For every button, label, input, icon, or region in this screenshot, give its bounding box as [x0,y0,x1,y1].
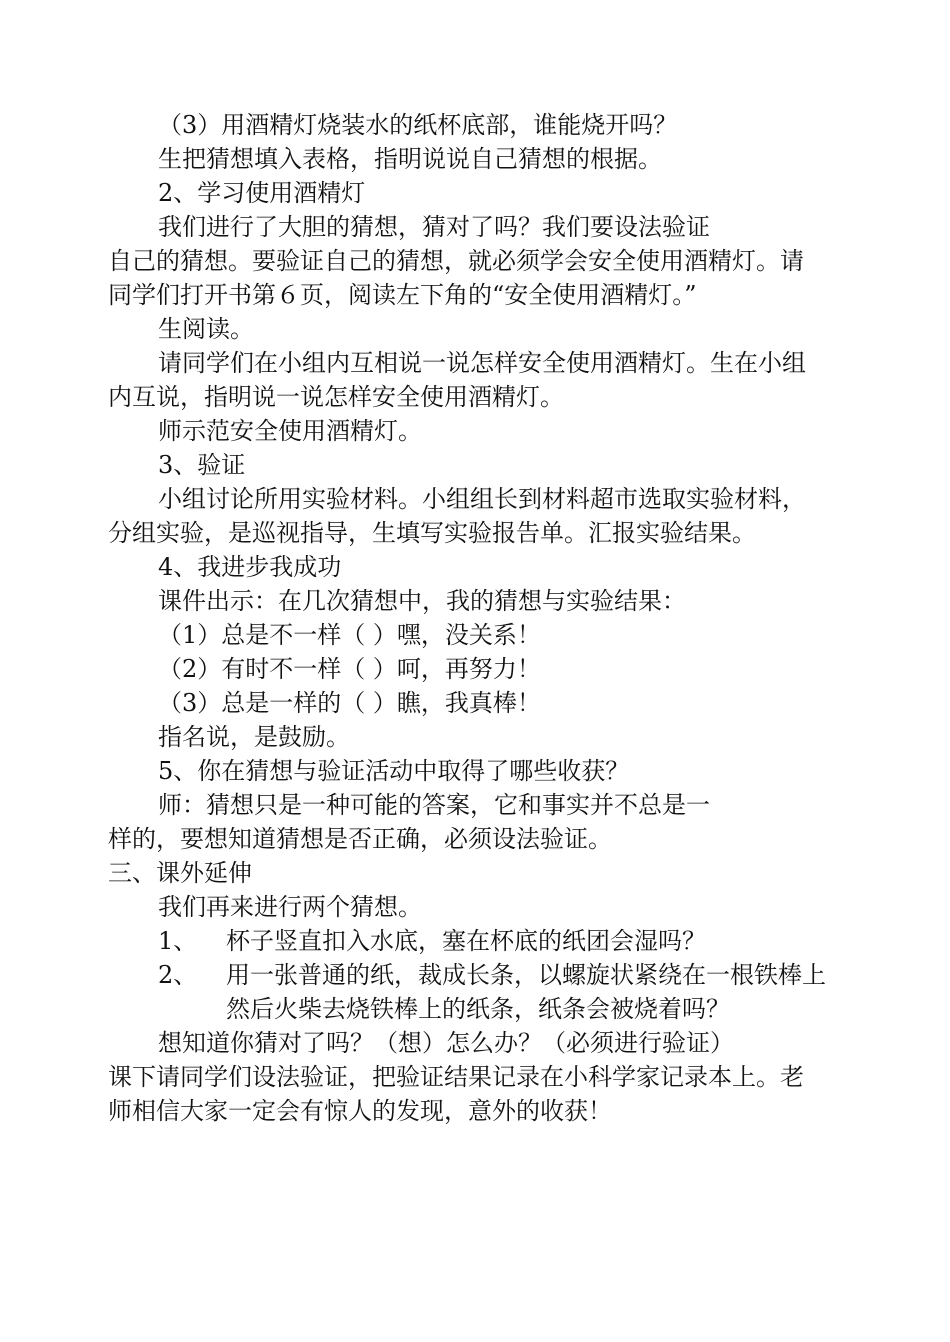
list-item: （2）有时不一样（ ）呵，再努力！ [158,655,541,683]
section-heading: 三、课外延伸 [108,859,252,887]
text-line: 课下请同学们设法验证，把验证结果记录在小科学家记录本上。老 [108,1063,804,1091]
text-line: 小组讨论所用实验材料。小组组长到材料超市选取实验材料， [158,485,806,513]
text-line: 内互说，指明说一说怎样安全使用酒精灯。 [108,383,564,411]
text-line: 我们再来进行两个猜想。 [158,893,422,921]
text-line: 同学们打开书第６页，阅读左下角的“安全使用酒精灯。” [108,281,697,309]
list-item-number: 1、 [158,927,198,955]
text-line: 师相信大家一定会有惊人的发现，意外的收获！ [108,1097,612,1125]
text-line: 课件出示：在几次猜想中，我的猜想与实验结果： [158,587,686,615]
text-line: 我们进行了大胆的猜想，猜对了吗？我们要设法验证 [158,213,710,241]
list-item-number: 2、 [158,961,198,989]
section-heading: 4、我进步我成功 [158,553,342,581]
text-line: （3）用酒精灯烧装水的纸杯底部，谁能烧开吗？ [158,111,678,139]
text-line: 请同学们在小组内互相说一说怎样安全使用酒精灯。生在小组 [158,349,806,377]
text-line: 生阅读。 [158,315,254,343]
text-line: 师示范安全使用酒精灯。 [158,417,422,445]
section-heading: 2、学习使用酒精灯 [158,179,366,207]
text-line: 师：猜想只是一种可能的答案，它和事实并不总是一 [158,791,710,819]
list-item: 杯子竖直扣入水底，塞在杯底的纸团会湿吗？ [226,927,706,955]
text-line: 指名说，是鼓励。 [158,723,350,751]
text-line: 样的，要想知道猜想是否正确，必须设法验证。 [108,825,612,853]
section-heading: 3、验证 [158,451,246,479]
text-line: 生把猜想填入表格，指明说说自己猜想的根据。 [158,145,662,173]
list-item: 用一张普通的纸，裁成长条，以螺旋状紧绕在一根铁棒上 [226,961,826,989]
text-line: 想知道你猜对了吗？（想）怎么办？（必须进行验证） [158,1029,734,1057]
section-heading: 5、你在猜想与验证活动中取得了哪些收获？ [158,757,630,785]
list-item: （1）总是不一样（ ）嘿，没关系！ [158,621,541,649]
text-line: 自己的猜想。要验证自己的猜想，就必须学会安全使用酒精灯。请 [108,247,804,275]
list-item-continuation: 然后火柴去烧铁棒上的纸条，纸条会被烧着吗？ [226,995,730,1023]
list-item: （3）总是一样的（ ）瞧，我真棒！ [158,689,541,717]
text-line: 分组实验，是巡视指导，生填写实验报告单。汇报实验结果。 [108,519,756,547]
